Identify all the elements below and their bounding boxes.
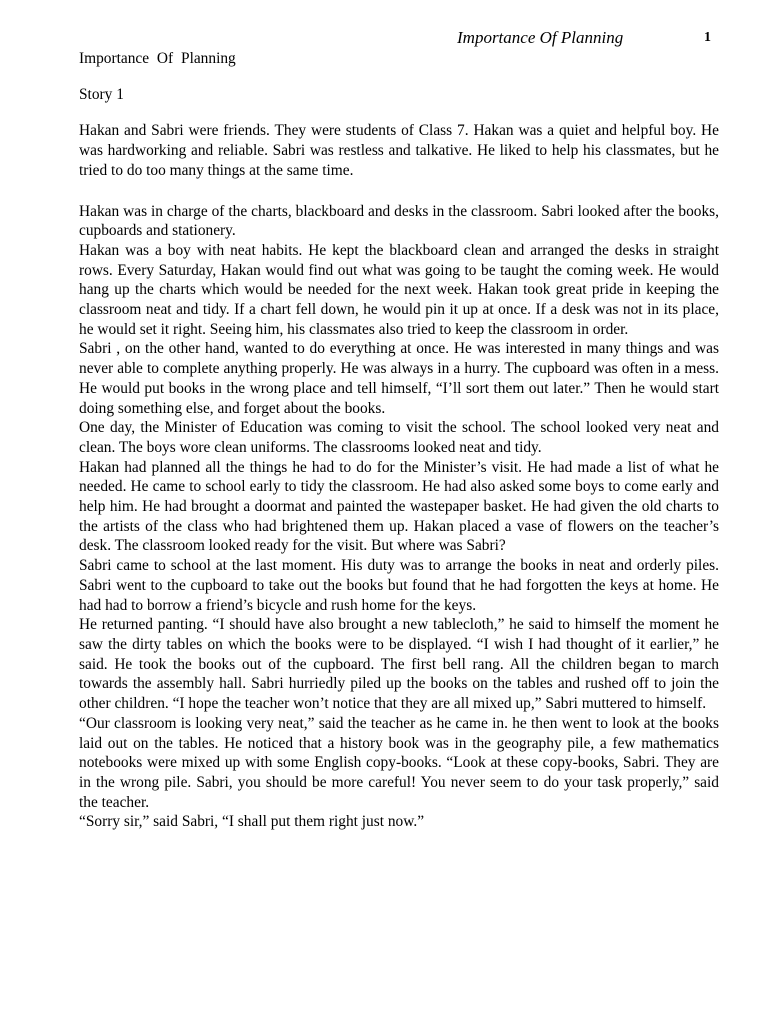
page-number: 1 bbox=[704, 30, 711, 45]
paragraph-10: “Sorry sir,” said Sabri, “I shall put them right just now.” bbox=[79, 813, 425, 831]
paragraph-1: Hakan and Sabri were friends. They were students of Class 7. Hakan was a quiet and helpful boy. He was hardworking and reliable. Sabri was restless and talkative. He liked to help his classmates, but he tried to do too many things at the same time. bbox=[79, 122, 719, 179]
paragraph-8: He returned panting. “I should have also brought a new tablecloth,” he said to himself the moment he saw the dirty tables on which the books were to be displayed. “I wish I had thought of it earlier,” he said. He took the books out of the cupboard. The first bell rang. All the children began to march towards the assembly hall. Sabri hurriedly piled up the books on the tables and rushed off to join the other children. “I hope the teacher won’t notice that they are all mixed up,” Sabri muttered to himself. bbox=[79, 616, 719, 713]
paragraph-2: Hakan was in charge of the charts, blackboard and desks in the classroom. Sabri looked after the books, cupboards and stationery. bbox=[79, 202, 719, 240]
paragraph-7: Sabri came to school at the last moment. His duty was to arrange the books in neat and orderly piles. Sabri went to the cupboard to take out the books but found that he had forgotten the keys at home. He had had to borrow a friend’s bicycle and rush home for the keys. bbox=[79, 557, 719, 614]
paragraph-9: “Our classroom is looking very neat,” said the teacher as he came in. he then went to look at the books laid out on the tables. He noticed that a history book was in the geography pile, a few mathematics notebooks were mixed up with some English copy-books. “Look at these copy-books, Sabri. They are in the wrong pile. Sabri, you should be more careful! You never seem to do your task properly,” said the teacher. bbox=[79, 714, 719, 811]
document-body bbox=[79, 49, 719, 832]
running-title: Importance Of Planning bbox=[457, 28, 624, 47]
paragraph-3: Hakan was a boy with neat habits. He kept the blackboard clean and arranged the desks in straight rows. Every Saturday, Hakan would find out what was going to be taught the coming week. He would hang up the charts which would be needed for the next week. Hakan took great pride in keeping the classroom neat and tidy. If a chart fell down, he would pin it up at once. If a desk was not in its place, he would set it right. Seeing him, his classmates also tried to keep the classroom in order. bbox=[79, 241, 719, 338]
paragraph-6: Hakan had planned all the things he had to do for the Minister’s visit. He had made a list of what he needed. He came to school early to tidy the classroom. He had also asked some boys to come early and help him. He had brought a doormat and painted the wastepaper basket. He had given the old charts to the artists of the class who had brightened them up. Hakan placed a vase of flowers on the teacher’s desk. The classroom looked ready for the visit. But where was Sabri? bbox=[79, 458, 719, 555]
document-title: Importance Of Planning bbox=[79, 50, 236, 67]
paragraph-4: Sabri , on the other hand, wanted to do everything at once. He was interested in many things and was never able to complete anything properly. He was always in a hurry. The cupboard was often in a mess. He would put books in the wrong place and tell himself, “I’ll sort them out later.” Then he would start doing something else, and forget about the books. bbox=[79, 340, 719, 417]
story-heading: Story 1 bbox=[79, 85, 124, 103]
paragraph-5: One day, the Minister of Education was coming to visit the school. The school looked very neat and clean. The boys wore clean uniforms. The classrooms looked neat and tidy. bbox=[79, 419, 719, 456]
